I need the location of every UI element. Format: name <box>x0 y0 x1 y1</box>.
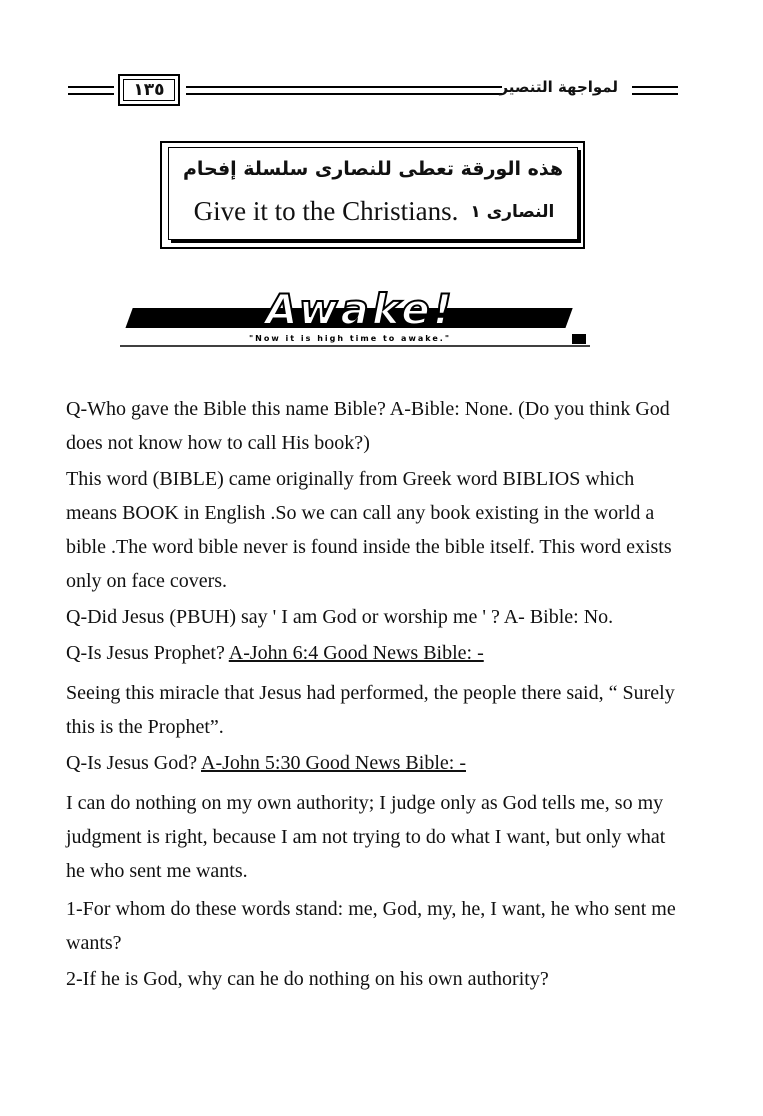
header-rule-right-2 <box>632 93 678 95</box>
q3-reference: A-John 6:4 Good News Bible: - <box>228 642 484 664</box>
paragraph-quote-prophet: Seeing this miracle that Jesus had performed, the people there said, “ Surely this is the Prophet”. <box>66 682 675 738</box>
awake-logo <box>120 288 600 350</box>
page-number: ١٣٥ <box>118 74 180 106</box>
paragraph-question-1: 1-For whom do these words stand: me, God, my, he, I want, he who sent me wants? <box>66 898 676 954</box>
notice-english-text: Give it to the Christians. <box>193 196 459 226</box>
paragraph-bible-word: This word (BIBLE) came originally from Greek word BIBLIOS which means BOOK in English .So we can call any book existing in the world a bible .The word bible never is found inside the bible itself. This word exists only on face covers. <box>66 468 672 592</box>
paragraph-question-2: 2-If he is God, why can he do nothing on his own authority? <box>66 968 549 990</box>
running-title: لمواجهة التنصير <box>499 78 618 96</box>
notice-arabic-line: هذه الورقة تعطى للنصارى سلسلة إفحام <box>182 158 564 180</box>
header-rule-mid-1 <box>186 86 502 88</box>
notice-english-line <box>178 196 570 227</box>
paragraph-q2: Q-Did Jesus (PBUH) say ' I am God or worship me ' ? A- Bible: No. <box>66 606 614 628</box>
logo-tagline: "Now it is high time to awake." <box>249 334 451 343</box>
paragraph-q3 <box>66 636 678 670</box>
paragraph-q1: Q-Who gave the Bible this name Bible? A-Bible: None. (Do you think God does not know how to call His book?) <box>66 398 670 454</box>
q3-question: Q-Is Jesus Prophet? <box>66 642 229 664</box>
header-rule-left-1 <box>68 86 114 88</box>
notice-arabic-tag: النصارى ١ <box>470 201 555 222</box>
logo-corner-mark <box>572 334 586 344</box>
logo-word: Awake! <box>265 288 455 334</box>
paragraph-q4 <box>66 746 678 780</box>
header-rule-right-1 <box>632 86 678 88</box>
q4-question: Q-Is Jesus God? <box>66 752 201 774</box>
q4-reference: A-John 5:30 Good News Bible: - <box>201 752 466 774</box>
paragraph-quote-authority: I can do nothing on my own authority; I judge only as God tells me, so my judgment is right, because I am not trying to do what I want, but only what he who sent me wants. <box>66 792 666 882</box>
header-rule-mid-2 <box>186 93 502 95</box>
header-rule-left-2 <box>68 93 114 95</box>
